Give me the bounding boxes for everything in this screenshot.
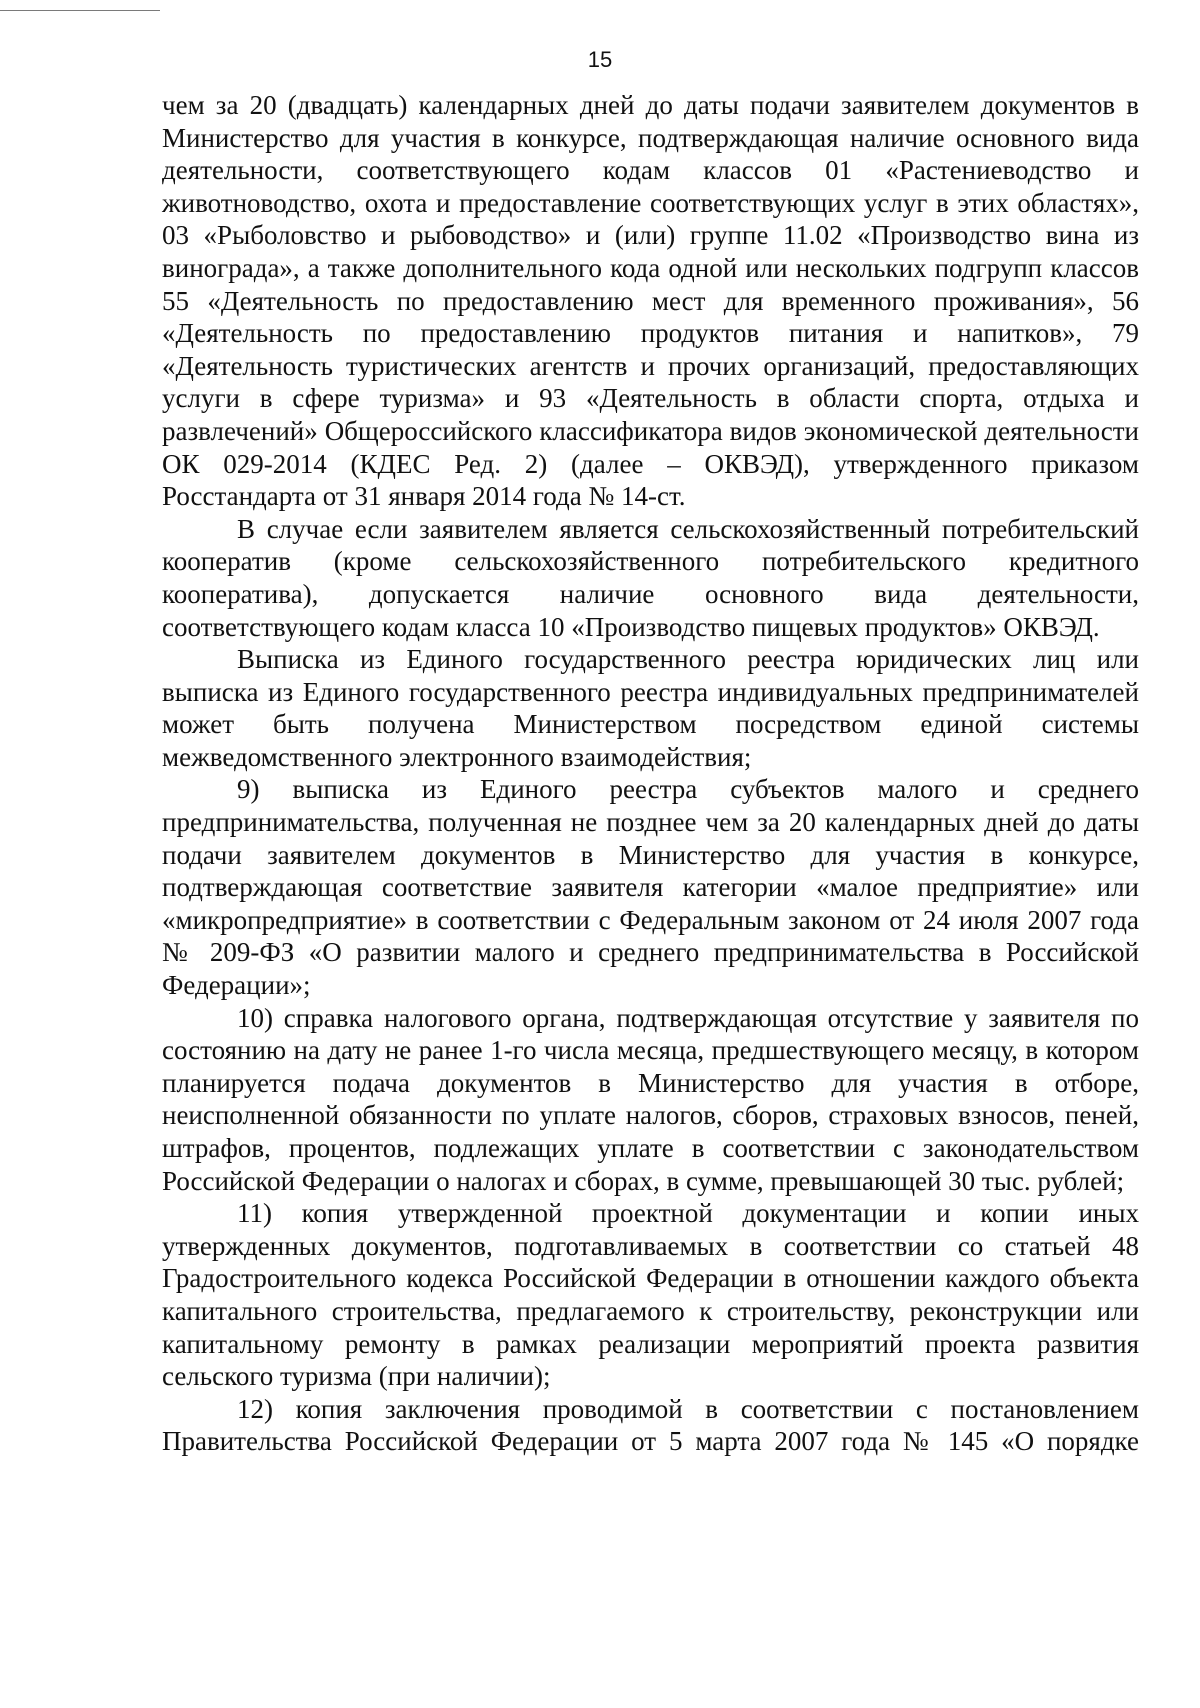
page-number: 15: [587, 47, 613, 72]
list-item-11: 11) копия утвержденной проектной документации и копии иных утвержденных документов, подготавливаемых в соответствии со статьей 48 Градостроительного кодекса Российской Федерации в отношении каждого объекта капитального строительства, предлагаемого к строительству, реконструкции или капитальному ремонту в рамках реализации мероприятий проекта развития сельского туризма (при наличии);: [162, 1198, 1139, 1392]
list-item-9: 9) выписка из Единого реестра субъектов малого и среднего предпринимательства, полученная не позднее чем за 20 календарных дней до даты подачи заявителем документов в Министерство для участия в конкурсе, подтверждающая соответствие заявителя категории «малое предприятие» или «микропредприятие» в соответствии с Федеральным законом от 24 июля 2007 года № 209-ФЗ «О развитии малого и среднего предпринимательства в Российской Федерации»;: [162, 774, 1139, 1001]
list-item-12: 12) копия заключения проводимой в соответствии с постановлением Правительства Российской Федерации от 5 марта 2007 года № 145 «О порядке: [162, 1393, 1139, 1457]
list-item-10: 10) справка налогового органа, подтверждающая отсутствие у заявителя по состоянию на дату не ранее 1-го числа месяца, предшествующего месяцу, в котором планируется подача документов в Министерство для участия в отборе, неисполненной обязанности по уплате налогов, сборов, страховых взносов, пеней, штрафов, процентов, подлежащих уплате в соответствии с законодательством Российской Федерации о налогах и сборах, в сумме, превышающей 30 тыс. рублей;: [162, 1002, 1139, 1196]
paragraph-continuation: чем за 20 (двадцать) календарных дней до даты подачи заявителем документов в Министерство для участия в конкурсе, подтверждающая наличие основного вида деятельности, соответствующего кодам классов 01 «Растениеводство и животноводство, охота и предоставление соответствующих услуг в этих областях», 03 «Рыболовство и рыбоводство» и (или) группе 11.02 «Производство вина из винограда», а также дополнительного кода одной или нескольких подгрупп классов 55 «Деятельность по предоставлению мест для временного проживания», 56 «Деятельность по предоставлению продуктов питания и напитков», 79 «Деятельность туристических агентств и прочих организаций, предоставляющих услуги в сфере туризма» и 93 «Деятельность в области спорта, отдыха и развлечений» Общероссийского классификатора видов экономической деятельности ОК 029-2014 (КДЕС Ред. 2) (далее – ОКВЭД), утвержденного приказом Росстандарта от 31 января 2014 года № 14-ст.: [162, 90, 1139, 512]
paragraph-registry-extract: Выписка из Единого государственного реестра юридических лиц или выписка из Единого государственного реестра индивидуальных предпринимателей может быть получена Министерством посредством единой системы межведомственного электронного взаимодействия;: [162, 644, 1139, 772]
document-body: [162, 89, 1139, 1458]
scan-edge-line: [0, 10, 160, 11]
paragraph-agricultural-cooperative: В случае если заявителем является сельскохозяйственный потребительский кооператив (кроме сельскохозяйственного потребительского кредитного кооператива), допускается наличие основного вида деятельности, соответствующего кодам класса 10 «Производство пищевых продуктов» ОКВЭД.: [162, 513, 1139, 642]
